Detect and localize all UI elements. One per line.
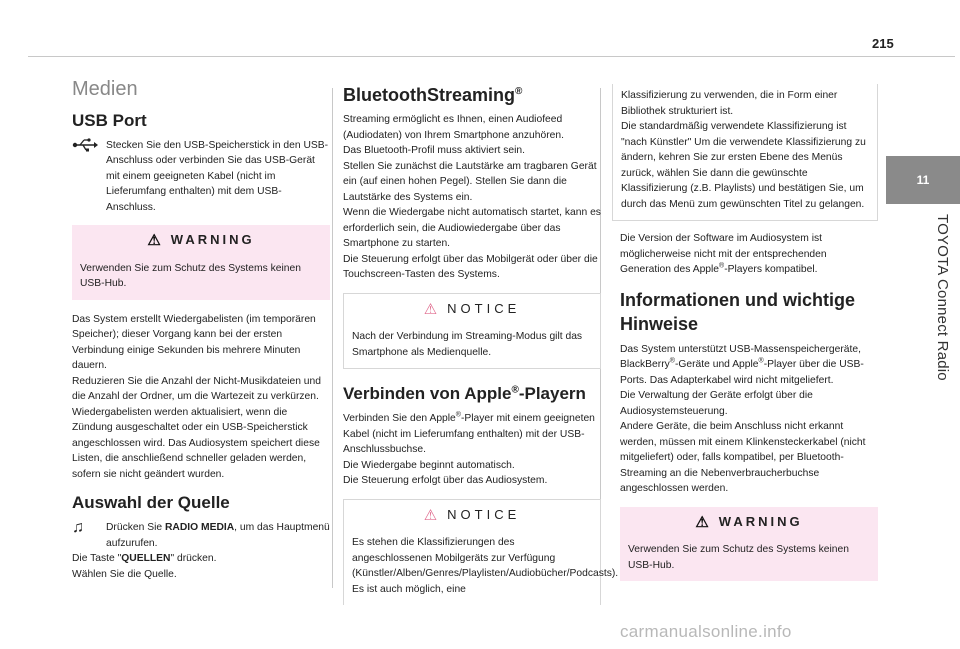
info-text-2: Die Verwaltung der Geräte erfolgt über die Audiosystemsteuerung. [620,390,813,417]
notice-triangle-icon: ⚠ [423,300,438,318]
column-right [620,84,878,593]
bt-text-5: Die Steuerung erfolgt über das Mobilgerät oder über die Touchscreen-Tasten des Systems. [343,253,598,280]
bt-text-2: Das Bluetooth-Profil muss aktiviert sein. [343,145,525,156]
page-number: 215 [872,36,894,51]
cont-text-2: Die standardmäßig verwendete Klassifizierung ist "nach Künstler" Um die verwendete Klassifizierung zu ändern, kehren Sie zur ersten Ebene des Menüs zurück, wählen Sie dann die gewünschte Klassifizierung (z.B. Playlists) und bestätigen Sie, um durch das Menü zum gewünschten Titel zu gelangen. [621,121,866,210]
music-note-icon: ♫ [72,519,84,536]
warning-label: WARNING [170,232,255,247]
apple-text-1: Verbinden Sie den Apple®-Player mit einem geeigneten Kabel (nicht im Lieferumfang enthalten) mit der USB-Anschlussbuchse. [343,411,595,455]
notice-box [343,499,619,606]
bt-text-1: Streaming ermöglicht es Ihnen, einen Audiofeed (Audiodaten) von Ihrem Smartphone anzuhören. [343,114,564,141]
apple-text-3: Die Steuerung erfolgt über das Audiosystem. [343,475,548,486]
version-text: Die Version der Software im Audiosystem ist möglicherweise nicht mit der entsprechenden Generation des Apple®-Players kompatibel. [620,233,827,275]
column-middle [343,84,619,617]
bt-text-3: Stellen Sie zunächst die Lautstärke am tragbaren Gerät ein (auf einen hohen Pegel). Stellen Sie dann die Lautstärke des Systems ein. [343,160,597,203]
warning-box [620,507,878,582]
column-divider [332,88,333,588]
warning-text: Verwenden Sie zum Schutz des Systems keinen USB-Hub. [80,262,301,289]
usb-text: Stecken Sie den USB-Speicherstick in den USB-Anschluss oder verbinden Sie das USB-Gerät mit einem geeigneten Kabel (nicht im Lieferumfang enthalten) mit dem USB-Anschluss. [106,139,329,213]
notice-text: Es stehen die Klassifizierungen des angeschlossenen Mobilgeräts zur Verfügung (Künstler/Alben/Genres/Playlisten/Audiobücher/Podcasts). Es ist auch möglich, eine [352,537,619,595]
chapter-title: TOYOTA Connect Radio [934,214,951,381]
notice-box-continued [612,84,878,221]
info-heading: Informationen und wichtige Hinweise [620,289,855,334]
reduce-text: Reduzieren Sie die Anzahl der Nicht-Musikdateien und die Anzahl der Ordner, um die Wartezeit zu verkürzen. [72,375,321,402]
warning-box [72,225,330,300]
notice-triangle-icon: ⚠ [423,506,438,524]
bluetooth-heading: BluetoothStreaming® [343,85,523,105]
source-paragraph: ♫ Drücken Sie RADIO MEDIA, um das Hauptmenü aufzurufen. [72,519,330,549]
usb-icon [72,138,98,156]
apple-text-2: Die Wiedergabe beginnt automatisch. [343,459,515,471]
info-text-3: Andere Geräte, die beim Anschluss nicht erkannt werden, müssen mit einem Klinkensteckerkabel (nicht mitgeliefert) oder, falls kompatibel, per Bluetooth-Streaming an die Nebenverbraucherbuchse angeschlossen werden. [620,421,866,494]
watermark: carmanualsonline.info [620,622,792,641]
notice-text: Nach der Verbindung im Streaming-Modus gilt das Smartphone als Medienquelle. [352,331,583,358]
section-title: Medien [72,78,138,100]
warning-text: Verwenden Sie zum Schutz des Systems keinen USB-Hub. [628,544,849,571]
notice-label: NOTICE [447,300,521,316]
apple-heading: Verbinden von Apple®-Playern [343,384,586,403]
column-left [72,78,330,582]
header-rule [28,56,955,57]
warning-triangle-icon: ⚠ [695,513,709,531]
warning-triangle-icon: ⚠ [147,232,161,249]
source-tap-text: Die Taste "QUELLEN" drücken. [72,553,217,564]
bt-text-4: Wenn die Wiedergabe nicht automatisch startet, kann es erforderlich sein, die Audiowiedergabe über das Smartphone zu starten. [343,207,601,249]
usb-paragraph [72,138,330,216]
chapter-tab[interactable]: 11 [886,156,960,204]
notice-label: NOTICE [447,506,521,522]
warning-label: WARNING [718,513,803,529]
cont-text-1: Klassifizierung zu verwenden, die in Form einer Bibliothek strukturiert ist. [621,90,838,117]
notice-box [343,293,601,370]
source-choose-text: Wählen Sie die Quelle. [72,568,177,580]
usb-heading: USB Port [72,110,147,130]
source-heading: Auswahl der Quelle [72,493,230,512]
info-text-1: Das System unterstützt USB-Massenspeichergeräte, BlackBerry®-Geräte und Apple®-Player über die USB-Ports. Das Adapterkabel wird nicht mitgeliefert. [620,343,864,386]
radio-media-label: RADIO MEDIA [164,522,235,533]
playlist-text: Das System erstellt Wiedergabelisten (im temporären Speicher); dieser Vorgang kann bei der ersten Verbindung einige Sekunden bis mehrere Minuten dauern. [72,313,316,371]
update-text: Wiedergabelisten werden aktualisiert, wenn die Zündung ausgeschaltet oder ein USB-Speicherstick angeschlossen wird. Das Audiosystem speichert diese Listen, die anschließend schneller geladen werden, sofern sie nicht geändert wurden. [72,406,320,480]
